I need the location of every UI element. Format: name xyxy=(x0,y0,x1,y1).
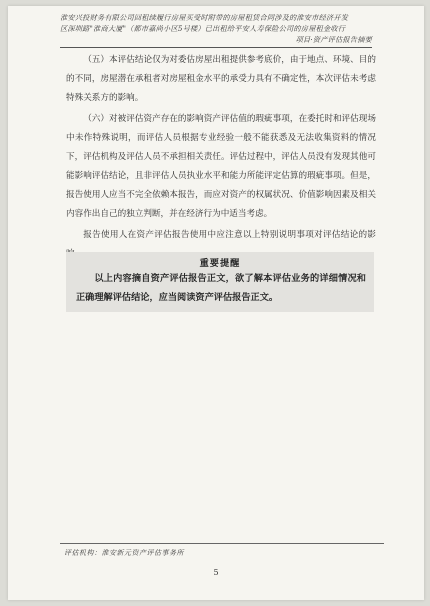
page-number: 5 xyxy=(213,568,219,577)
paragraph-usage-note: 报告使用人在资产评估报告使用中应注意以上特别说明事项对评估结论的影 xyxy=(83,230,376,240)
paragraph-6: （六）对被评估资产存在的影响资产评估值的瑕疵事项，在委托时和评估现场中未作特殊说明，而评估人员根据专业经验一般不能获悉及无法收集资料的情况下，评估机构及评估人员不承担相关责任。评估过程中，评估人员没有发现其他可能影响评估结论，且非评估人员执业水平和能力所能评定估算的瑕疵事项。但是，报告使用人应当不完全依赖本报告，而应对资产的权属状况、价值影响因素及相关内容作出自己的独立判断，并在经济行为中适当考虑。 xyxy=(66,114,376,219)
body-text xyxy=(66,51,376,266)
running-header xyxy=(60,12,372,45)
header-line-2: 区深圳路"淮商大厦"（都市嘉尚小区5号楼）已出租给平安人寿保险公司的房屋租金收行 xyxy=(60,24,346,33)
footer-divider xyxy=(60,543,384,544)
important-notice-box xyxy=(66,252,374,312)
notice-title: 重要提醒 xyxy=(199,258,241,269)
paragraph-5: （五）本评估结论仅为对委估房屋出租提供参考底价，由于地点、环境、目的的不同，房屋潜在承租者对房屋租金水平的承受力具有不确定性，本次评估未考虑特殊关系方的影响。 xyxy=(66,55,376,103)
footer-agency: 评估机构：淮安新元资产评估事务所 xyxy=(64,549,184,557)
notice-text: 以上内容摘自资产评估报告正文，欲了解本评估业务的详细情况和正确理解评估结论，应当阅读资产评估报告正文。 xyxy=(76,273,366,303)
header-line-3: 项目·资产评估报告摘要 xyxy=(295,35,372,44)
header-line-1: 淮安兴投财务有限公司回租续履行房屋买受时附带的房屋租赁合同涉及的淮安市经济开发 xyxy=(60,13,349,22)
header-divider xyxy=(60,47,372,48)
document-page xyxy=(8,6,424,600)
